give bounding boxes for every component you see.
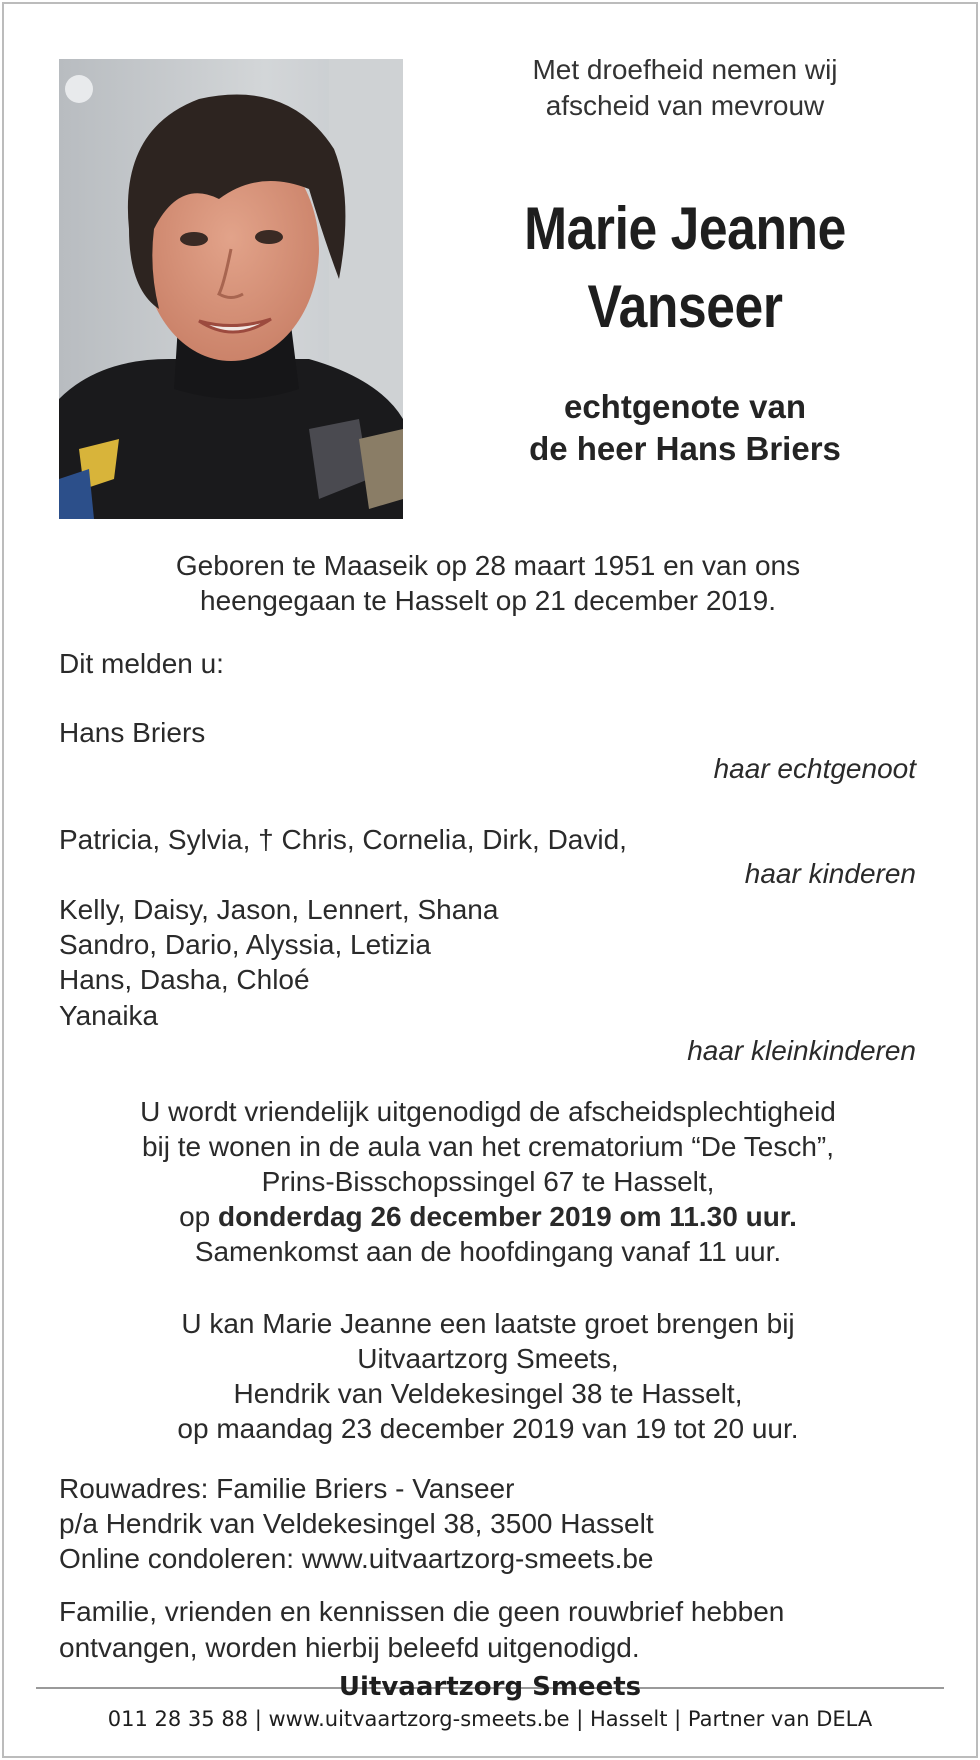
birth-death-line: Geboren te Maaseik op 28 maart 1951 en van ons — [175, 550, 801, 581]
name-line: Marie Jeanne — [524, 195, 846, 262]
spouse-line: echtgenote van — [563, 388, 807, 425]
portrait-photo — [59, 59, 403, 519]
contact-line: p/a Hendrik van Veldekesingel 38, 3500 Hasselt — [59, 1508, 654, 1539]
contact-line: Online condoleren: www.uitvaartzorg-smeets.be — [59, 1543, 654, 1574]
funeral-home-details: 011 28 35 88 | www.uitvaartzorg-smeets.be | Hasselt | Partner van DELA — [107, 1707, 873, 1731]
spouse-name: Hans Briers — [59, 717, 206, 748]
birth-death-text — [40, 548, 936, 618]
ceremony-date — [40, 1199, 936, 1234]
ceremony-line: U wordt vriendelijk uitgenodigd de afscheidsplechtigheid — [140, 1096, 836, 1127]
spouse-line: de heer Hans Briers — [529, 430, 841, 467]
children-names: Patricia, Sylvia, † Chris, Cornelia, Dirk, David, — [59, 824, 627, 855]
invitation-line: ontvangen, worden hierbij beleefd uitgenodigd. — [59, 1632, 640, 1663]
intro-line: Met droefheid nemen wij — [532, 54, 838, 85]
ceremony-line: bij te wonen in de aula van het crematorium “De Tesch”, — [141, 1131, 835, 1162]
grandchildren-line: Yanaika — [59, 1000, 159, 1031]
farewell-line: Hendrik van Veldekesingel 38 te Hasselt, — [233, 1378, 743, 1409]
ceremony-line: Samenkomst aan de hoofdingang vanaf 11 uur. — [194, 1236, 782, 1267]
farewell-line: Uitvaartzorg Smeets, — [357, 1343, 619, 1374]
spouse-role: haar echtgenoot — [713, 753, 916, 784]
farewell-line: op maandag 23 december 2019 van 19 tot 20 uur. — [177, 1413, 799, 1444]
notify-text: Dit melden u: — [59, 648, 224, 679]
farewell-line: U kan Marie Jeanne een laatste groet brengen bij — [181, 1308, 795, 1339]
funeral-home-name: Uitvaartzorg Smeets — [338, 1672, 642, 1702]
grandchildren-line: Hans, Dasha, Chloé — [59, 964, 310, 995]
birth-death-line: heengegaan te Hasselt op 21 december 2019. — [200, 585, 776, 616]
grandchildren-line: Kelly, Daisy, Jason, Lennert, Shana — [59, 894, 499, 925]
ceremony-date-bold: donderdag 26 december 2019 om 11.30 uur. — [218, 1201, 797, 1232]
spouse-relation — [440, 386, 930, 470]
ceremony-text — [40, 1094, 936, 1269]
grandchildren-role: haar kleinkinderen — [687, 1035, 916, 1066]
ceremony-line: Prins-Bisschopssingel 67 te Hasselt, — [261, 1166, 715, 1197]
ceremony-date-prefix: op — [179, 1201, 218, 1232]
invitation-line: Familie, vrienden en kennissen die geen rouwbrief hebben — [59, 1596, 785, 1627]
farewell-text — [40, 1306, 936, 1446]
deceased-name — [474, 190, 895, 346]
intro-text — [440, 52, 930, 124]
children-role: haar kinderen — [744, 858, 916, 889]
intro-line: afscheid van mevrouw — [545, 90, 825, 121]
grandchildren-line: Sandro, Dario, Alyssia, Letizia — [59, 929, 431, 960]
contact-line: Rouwadres: Familie Briers - Vanseer — [59, 1473, 515, 1504]
name-line: Vanseer — [587, 273, 783, 340]
